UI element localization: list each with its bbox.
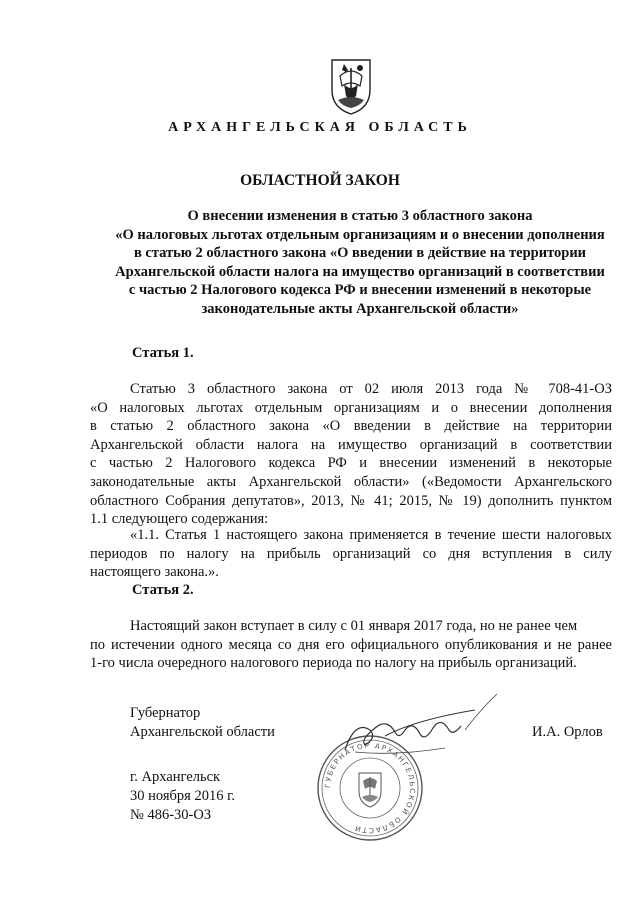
city: г. Архангельск (130, 769, 221, 785)
text-line: в статью 2 областного закона «О введении в действие на территории (90, 418, 612, 435)
text-line: «1.1. Статья 1 настоящего закона применяется в течение шести налоговых (130, 527, 612, 543)
text-line: с частью 2 Налогового кодекса РФ и внесении изменений в некоторые (90, 455, 612, 472)
text-line: «О налоговых льготах отдельным организациям и о внесении дополнения (90, 399, 612, 416)
text-line: Настоящий закон вступает в силу с 01 января 2017 года, но не ранее чем (130, 618, 578, 634)
text-line: Архангельской области налога на имущество организаций в соответствии (90, 436, 612, 453)
law-title-line: с частью 2 Налогового кодекса РФ и внесении изменений в некоторые (128, 282, 592, 299)
handwritten-signature (325, 690, 505, 760)
signatory-name: И.А. Орлов (532, 724, 603, 740)
text-line: Статью 3 областного закона от 02 июля 2013 года № 708-41-ОЗ (130, 381, 612, 397)
document-number: № 486-30-ОЗ (130, 807, 212, 823)
article-1-paragraph-2 (90, 526, 612, 582)
article-2-paragraph (90, 617, 612, 673)
article-2-heading: Статья 2. (132, 582, 194, 598)
law-title-line: законодательные акты Архангельской области» (201, 300, 519, 317)
law-title-line: О внесении изменения в статью 3 областного закона (187, 208, 533, 224)
text-line: 1.1 следующего содержания: (90, 511, 269, 528)
law-title-line: Архангельской области налога на имущество организаций в соответствии (115, 263, 605, 280)
article-1-heading: Статья 1. (132, 345, 194, 361)
document-footer (130, 768, 235, 825)
date: 30 ноября 2016 г. (130, 788, 236, 804)
position-line: Губернатор (130, 705, 201, 721)
coat-of-arms-emblem (326, 56, 376, 116)
text-line: настоящего закона.». (90, 564, 219, 581)
signatory-position (130, 704, 275, 742)
law-title (95, 207, 625, 319)
text-line: периодов по налогу на прибыль организаций со дня вступления в силу (90, 545, 612, 562)
law-title-line: «О налоговых льготах отдельным организациям и о внесении дополнения (115, 226, 605, 243)
text-line: 1-го числа очередного налогового периода по налогу на прибыль организаций. (90, 655, 577, 672)
seal-text: ГУБЕРНАТОР АРХАНГЕЛЬСКОЙ ОБЛАСТИ (322, 740, 418, 836)
text-line: по истечении одного месяца со дня его официального опубликования и не ранее (90, 636, 612, 653)
region-name: АРХАНГЕЛЬСКАЯ ОБЛАСТЬ (168, 120, 472, 135)
law-title-line: в статью 2 областного закона «О введении в действие на территории (133, 245, 587, 262)
document-type: ОБЛАСТНОЙ ЗАКОН (240, 172, 400, 189)
article-1-paragraph-1 (90, 380, 612, 529)
text-line: областного Собрания депутатов», 2013, № 41; 2015, № 19) дополнить пунктом (90, 492, 612, 509)
text-line: законодательные акты Архангельской области» («Ведомости Архангельского (90, 473, 612, 490)
position-line: Архангельской области (130, 724, 275, 740)
